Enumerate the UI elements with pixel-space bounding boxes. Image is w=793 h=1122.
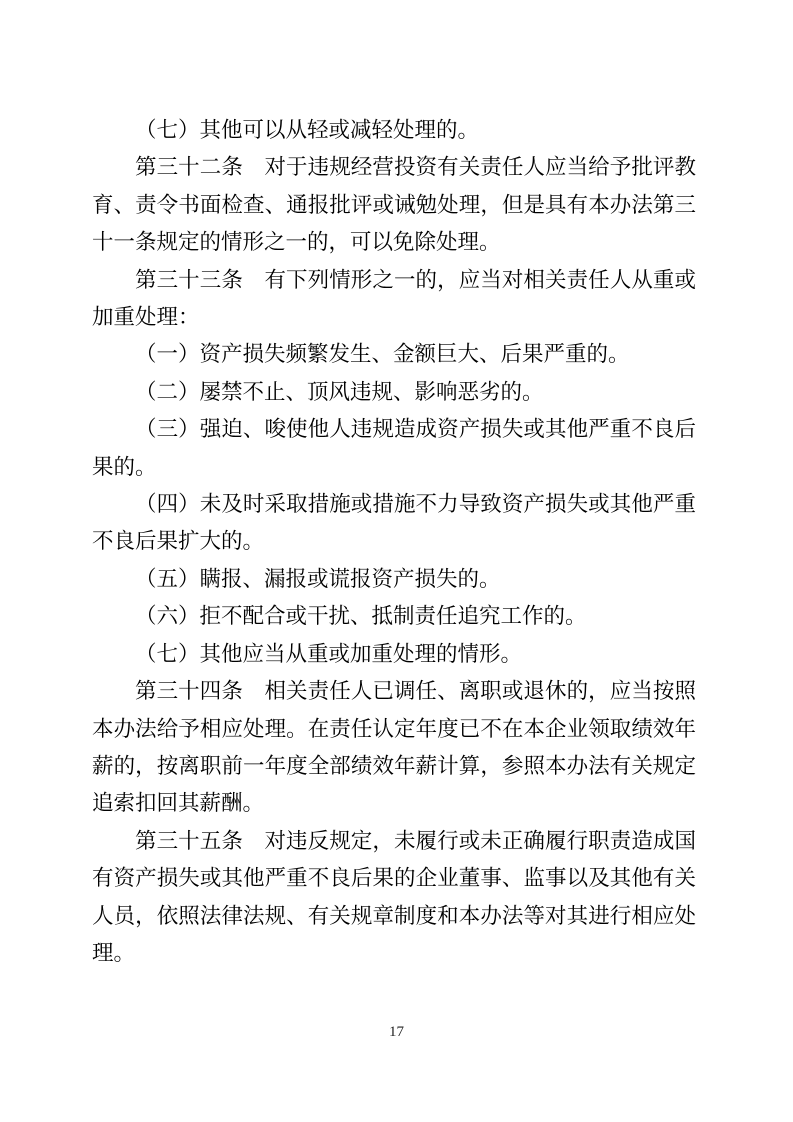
- paragraph-item-2: （二）屡禁不止、顶风违规、影响恶劣的。: [135, 379, 544, 404]
- page-number: 17: [389, 1024, 404, 1040]
- paragraph-item-1: （一）资产损失频繁发生、金额巨大、后果严重的。: [135, 342, 630, 367]
- paragraph-item-5: （五）瞒报、漏报或谎报资产损失的。: [135, 566, 501, 591]
- paragraph-article-35: 第三十五条 对违反规定，未履行或未正确履行职责造成国有资产损失或其他严重不良后果的企业董事、监事以及其他有关人员，依照法律法规、有关规章制度和本办法等对其进行相应处理。: [92, 828, 696, 965]
- paragraph-item-4: （四）未及时采取措施或措施不力导致资产损失或其他严重不良后果扩大的。: [92, 492, 696, 554]
- paragraph-article-33: 第三十三条 有下列情形之一的，应当对相关责任人从重或加重处理：: [92, 267, 696, 330]
- paragraph-item-6: （六）拒不配合或干扰、抵制责任追究工作的。: [135, 604, 587, 629]
- paragraph-item-3: （三）强迫、唆使他人违规造成资产损失或其他严重不良后果的。: [92, 417, 696, 479]
- paragraph-article-34: 第三十四条 相关责任人已调任、离职或退休的，应当按照本办法给予相应处理。在责任认定年度已不在本企业领取绩效年薪的，按离职前一年度全部绩效年薪计算，参照本办法有关规定追索扣回其薪酬。: [92, 679, 696, 816]
- paragraph-item-7-aggravation: （七）其他应当从重或加重处理的情形。: [135, 641, 523, 666]
- document-body: [92, 112, 696, 972]
- paragraph-item-7-mitigation: （七）其他可以从轻或减轻处理的。: [135, 118, 480, 142]
- paragraph-article-32: 第三十二条 对于违规经营投资有关责任人应当给予批评教育、责令书面检查、通报批评或诫勉处理，但是具有本办法第三十一条规定的情形之一的，可以免除处理。: [92, 155, 696, 255]
